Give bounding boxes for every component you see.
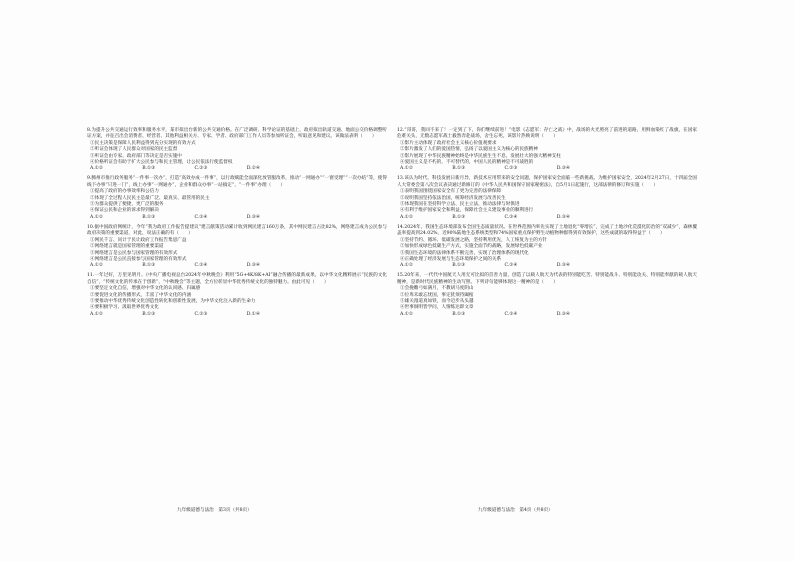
question-stem: 15.20年来，一代代中国航天人用无可比拟的首善力量，创造了以载人航天为代表的特别能吃苦、特别能战斗、特别能攻关、特别能奉献的载人航天精神，是新时代民族精神的生动写照。下列诗句能够体现这一精神的是（ ）: [397, 273, 697, 285]
option: ②网络建言就是国家管理的重要渠道: [90, 244, 164, 250]
question-stem: 9.腾州市推行政务服务“一件事一次办”，打造“高效办成一件事”，以行政赋能全面深化放管服改革，推动“一网通办”“一窗受理”“一次办结”等，使得线下办事“只进一门”，线上办事“一网通办”，企业和群众办事“一站搞定”，“一件事”办理（ ）: [87, 176, 387, 188]
option: ③听证会由专家、政府部门等决定是否实施中: [90, 153, 182, 159]
page-footer-left: 九年级道德与法治 第3页（共8页）: [177, 508, 252, 513]
option: ②加快形成绿色低碳生产方式，实施全面节约战略，发展绿色低碳产业: [400, 244, 543, 250]
option: ④世事洞明皆学问，人情练达即文章: [400, 305, 474, 311]
choice-d: D.②④: [246, 166, 260, 172]
choice-c: C.②④: [194, 214, 208, 220]
answer-choices: [87, 215, 260, 221]
question-13: [397, 176, 697, 221]
question-stem: 8.为提升公共交通运行效率和服务水平，某市拟出台新的公共交通价格。在广泛调研、科学论证的基础上，政府拟出轨道交通、地面公交价格调整听证方案，并征召出会消费者、经营者、其他利益相关方、专家、学者、政府部门工作人员等参加听证会，听取意见和建议。该做法表明（ ）: [87, 128, 387, 140]
choice-a: A.①②: [90, 311, 104, 317]
option: ①坚持节约、循环、低碳发展之路，坚持利用优先，人工恢复为主的方针: [400, 237, 548, 243]
question-9: [87, 176, 387, 221]
choice-a: A.①②: [90, 166, 104, 172]
answer-choices: [397, 263, 570, 269]
choice-a: A.①②: [90, 263, 104, 269]
page-footer-right: 九年级道德与法治 第4页（共8页）: [478, 508, 553, 513]
option: ③雄关漫道真如铁，而今迈步从头越: [400, 298, 474, 304]
choice-b: B.①③: [452, 263, 466, 269]
choice-b: B.①③: [142, 263, 156, 269]
question-stem: 11.一年过好，万里见明月。《中央广播电视总台2024年中秋晚会》利用“5G+4K/8K+AI”融合传播的最新成果，以中华文化精粹展示“民族的文化自信”，“传统文化的传承在于创新”，“中秋晚会”等主题，全方位彰显中华优秀传统文化的独特魅力。由此可见（ ）: [87, 273, 387, 285]
question-12: [397, 128, 697, 173]
right-page-column: [397, 128, 697, 322]
option: ④有利于维护国家安全和利益，保障社会主义建设事业的顺利进行: [400, 208, 534, 214]
choice-a: A.①②: [400, 263, 414, 269]
choice-b: B.①③: [142, 166, 156, 172]
question-stem: 10.据中国政府网统计，今年“我为政府工作报告提建议”建言献策活动累计收到网民建言160万条，其中网民建言占比82%，网络建言成为公民参与政府决策的重要渠道，对此，说法正确的有（ ）: [87, 224, 387, 237]
question-8: [87, 128, 387, 173]
option: ①会挽雕弓如满月，不教胡马度阴山: [400, 286, 474, 292]
choice-b: B.①③: [142, 214, 156, 220]
answer-choices: [397, 215, 570, 221]
option: ①民主决策是保障人民利益得到充分实现的有效方式: [90, 140, 196, 146]
choice-c: C.②③: [194, 311, 208, 317]
choice-b: B.①③: [452, 166, 466, 172]
option: ③我国生态环境的法律体系不断完善，实现了治理体系的现代化: [400, 250, 529, 256]
answer-choices: [397, 312, 570, 318]
choice-a: A.①②: [400, 311, 414, 317]
option: ③要推动中华优秀传统文化创造性转化和创新性发展，为中华文化注入新的生命力: [90, 298, 256, 304]
answer-choices: [87, 312, 260, 318]
option: ②要促进文化的传播形式，丰富了中华文化的内涵: [90, 292, 192, 298]
choice-b: B.①③: [142, 311, 156, 317]
option: ④保证公民和企业的诉求得到解决: [90, 208, 159, 214]
option: ①要坚定文化自信，增强对中华文化的认同感、归属感: [90, 286, 201, 292]
choice-d: D.③④: [556, 214, 570, 220]
option: ②影片激发了人们的爱国热情，弘扬了以爱国主义为核心的民族精神: [400, 147, 538, 153]
answer-choices: [87, 166, 260, 172]
option: ④价格听证会有助于扩大公民参与和民主管理，让公民依法行使监督权: [90, 160, 233, 166]
question-15: [397, 273, 697, 318]
option: ②体现了全过程人民民主是最广泛、最真实、最管用的民主: [90, 195, 210, 201]
option: ③网络建言是公民参与国家管理的有效形式: [90, 250, 178, 256]
option: ②听证会体现了人民群众对国家的民主监督: [90, 147, 178, 153]
question-10: [87, 225, 387, 270]
choice-c: C.②④: [194, 263, 208, 269]
question-stem: 12.“哥哥，我回不来了！一定到了下，你们继续前进！”电影《志愿军：存亡之战》中，战场的火光照亮了前进的道路，用鲜血染红了战旗，在国家危难关头，无数志愿军战士毅然奔赴战场，舍生忘死。该影片热映说明（ ）: [397, 128, 697, 140]
choice-a: A.①②: [400, 166, 414, 172]
option: ①提高了政府的办事效率和公信力: [90, 189, 159, 195]
left-page-column: [87, 128, 387, 322]
choice-c: C.②④: [504, 214, 518, 220]
choice-d: D.①④: [246, 311, 260, 317]
choice-b: B.①③: [452, 311, 466, 317]
option: ①影片主动体现了政府社会主义核心价值观要求: [400, 140, 497, 146]
choice-a: A.①②: [400, 214, 414, 220]
question-14: [397, 225, 697, 270]
choice-d: D.③④: [246, 263, 260, 269]
option: ④爱国主义是不朽的，不可替代的，中国人民的精神是不可战胜的: [400, 160, 534, 166]
choice-d: D.③④: [556, 263, 570, 269]
choice-a: A.①②: [90, 214, 104, 220]
option: ①表明我国围绕国家安全有了更为完善的法律保障: [400, 189, 502, 195]
option: ②位卑未敢忘忧国，事定犹须待阖棺: [400, 292, 474, 298]
answer-choices: [397, 166, 570, 172]
option: ④网络建言是公民直接参与国家管理的有效形式: [90, 256, 187, 262]
choice-c: C.②④: [504, 263, 518, 269]
option: ③体现我国在坚持科学立法、民主立法，推动法律与时俱进: [400, 202, 520, 208]
question-stem: 14.2024年，我国生态环境部发布全国生态质量状况。在世界范围内率先实现了土地退化“零增长”，完成了土地沙化荒漠化防治的“双减少”，森林覆盖率提高到24.02%，近90%陆地生态系统类型和74%国家重点保护野生动植物种群得到有效保护，这些成就的取得得益于（ ）: [397, 224, 697, 237]
question-11: [87, 273, 387, 318]
option: ③为群众提供了便捷，更广泛的服务: [90, 202, 164, 208]
question-stem: 13.该认为时代，科技发展日新月异，新技术应用带来的安全问题，保护国家安全面临一些新挑战。为维护国家安全，2024年2月27日，十四届全国人大常委会第八次会议表决通过新修订的《中华人民共和国保守国家秘密法》，自5月1日起施行，这部法律的修订和实施（ ）: [397, 176, 697, 188]
option: ④正确处理了经济发展与生态环境保护之间的关系: [400, 256, 502, 262]
choice-b: B.①③: [452, 214, 466, 220]
choice-d: D.③④: [246, 214, 260, 220]
option: ①网民千言、问计于民让政府工作报告集思广益: [90, 237, 187, 243]
option: ③影片展现了中华民族精神始终是中华民族生生不息，发展壮大的强大精神支柱: [400, 153, 561, 159]
answer-choices: [87, 263, 260, 269]
option: ②说明我国坚持依法治国，统筹经济发展与改善民生: [400, 195, 506, 201]
choice-d: D.③④: [556, 166, 570, 172]
choice-c: C.②③: [194, 166, 208, 172]
option: ④要积极学习、汲取世界优秀文化: [90, 305, 159, 311]
choice-c: C.②④: [504, 311, 518, 317]
choice-d: D.③④: [556, 311, 570, 317]
choice-c: C.②③: [504, 166, 518, 172]
